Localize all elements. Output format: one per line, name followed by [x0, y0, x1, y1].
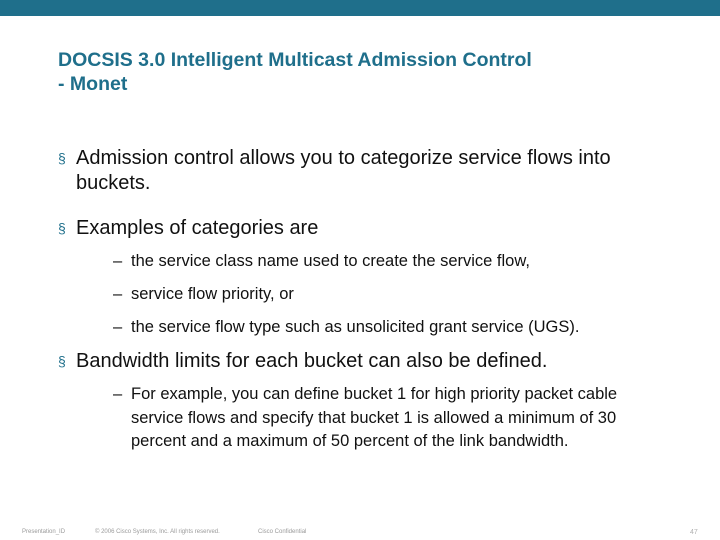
square-bullet-icon: §: [58, 150, 66, 166]
top-header-bar: [0, 0, 720, 16]
slide-footer: [0, 529, 720, 540]
bullet-text: Admission control allows you to categorize service flows into buckets.: [76, 147, 611, 194]
sub-bullet-text: the service class name used to create the service flow,: [131, 252, 530, 270]
sub-bullet-list: [58, 250, 688, 338]
bullet-item: [58, 349, 688, 374]
dash-bullet-icon: –: [113, 285, 123, 303]
sub-bullet-item: [113, 250, 688, 272]
bullet-text: Examples of categories are: [76, 217, 319, 239]
bullet-item: [58, 146, 688, 196]
bullet-text: Bandwidth limits for each bucket can also be defined.: [76, 350, 548, 372]
sub-bullet-item: [113, 383, 671, 454]
slide-title-line-1: DOCSIS 3.0 Intelligent Multicast Admission Control: [58, 49, 532, 71]
slide-title: [58, 48, 678, 96]
square-bullet-icon: §: [58, 220, 66, 236]
dash-bullet-icon: –: [113, 318, 123, 336]
dash-bullet-icon: –: [113, 252, 123, 270]
footer-confidential: Cisco Confidential: [258, 529, 307, 535]
sub-bullet-item: [113, 283, 688, 305]
slide-title-line-2: - Monet: [58, 73, 128, 95]
footer-copyright: © 2006 Cisco Systems, Inc. All rights reserved.: [95, 529, 220, 535]
page-number: 47: [690, 529, 698, 536]
footer-presentation-id: Presentation_ID: [22, 529, 66, 535]
sub-bullet-item: [113, 316, 688, 338]
sub-bullet-text: service flow priority, or: [131, 285, 294, 303]
sub-bullet-text: the service flow type such as unsolicited grant service (UGS).: [131, 318, 580, 336]
dash-bullet-icon: –: [113, 385, 123, 403]
sub-bullet-text: For example, you can define bucket 1 for high priority packet cable service flows and specify that bucket 1 is allowed a minimum of 30 percent and a maximum of 50 percent of the link bandwidth.: [131, 385, 618, 450]
slide-body: [58, 146, 688, 465]
sub-bullet-list: [58, 383, 688, 454]
bullet-item: [58, 216, 688, 241]
square-bullet-icon: §: [58, 353, 66, 369]
